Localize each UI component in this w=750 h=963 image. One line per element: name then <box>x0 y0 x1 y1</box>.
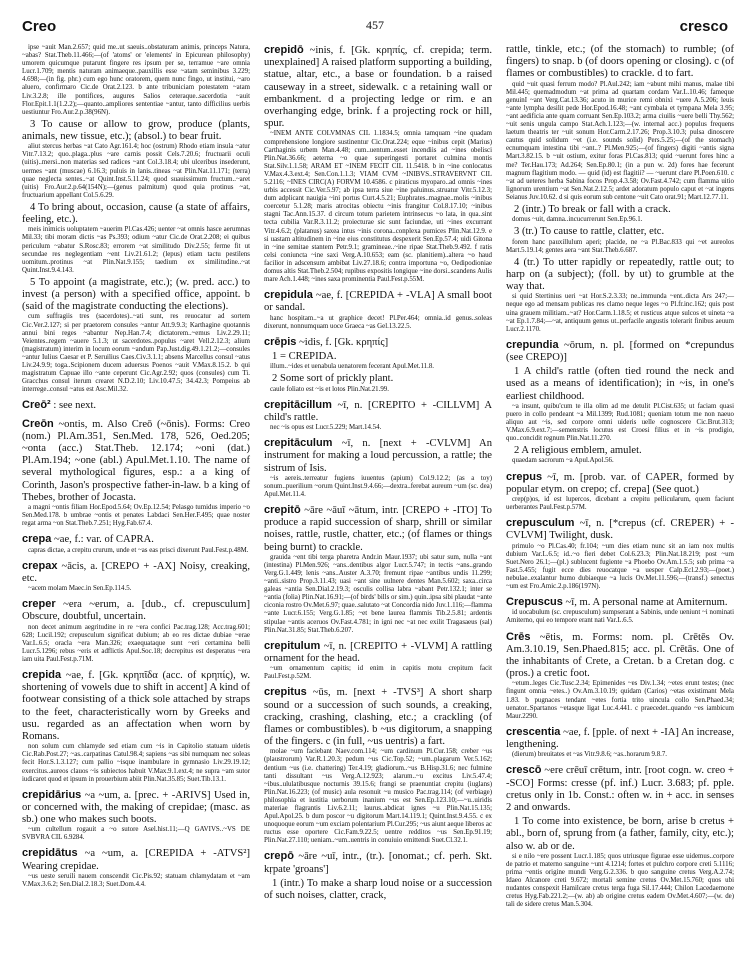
definition-text <box>506 44 734 81</box>
citation-block <box>506 496 734 512</box>
dictionary-entry <box>506 631 734 721</box>
citation-block <box>22 44 250 117</box>
citation-block <box>506 81 734 202</box>
headword: crepidula <box>264 289 313 302</box>
definition-text <box>264 289 492 314</box>
citation-block <box>264 130 492 284</box>
citation-block <box>22 743 250 783</box>
definition-text <box>22 789 250 827</box>
sense-text: 2 Some sort of prickly plant. <box>272 373 394 385</box>
citation-block <box>506 293 734 333</box>
definition-text <box>22 418 250 504</box>
definition-text <box>506 339 734 364</box>
definition-text <box>264 399 492 424</box>
headword: crescō <box>506 764 542 777</box>
definition-text <box>22 598 250 623</box>
citation-text: ipse ~auit Man.2.657; quid me..ut saeuis..obstaturam animis, princeps Natura, ~abas? Stat.Theb.11.466;—(of 'atoms' or 'elements' in Epicurean philosophy) umorem quicumque putarunt fingere res ipsum per se, terramue ~are omnia Lucr.1.709; mentis naturam animaeque..pauxillis esse ~atam seminibus 3.229; 4.698;—(in fig. phr.) cum ego hunc oratorem, quem nunc fingo, ut institui, ~aro aluero, confirmaro Cic.de Orat.2.123. b ante tribuniciam potestatem ~atam Liv.3.2.8; ille pontifices, augures Salios ceteraque..sacerdotia ~auit Flor.Epit.1.1(1.2.2);—quanto..ampliores sententiae ~antur, tanto difficilius uerbis uestiuntur Fro.Aur.2.p.38(96N). <box>22 44 250 116</box>
citation-block <box>264 554 492 635</box>
citation-text: domus ~uit, damna..incucurrerunt Sen.Ep.96.1. <box>512 216 643 224</box>
citation-block <box>506 853 734 910</box>
headword: crepitō <box>264 503 301 516</box>
sense-text: ~āre ~uī, intr., (tr.). [onomat.; cf. perh. Skt. kṛpate 'groans'] <box>264 851 492 875</box>
citation-text: crep(p)os, id est lupercos, dicebant a crepitu pellicularum, quem faciunt uerberantes Paul.Fest.p.57M. <box>506 495 734 512</box>
sense-text: ~idis, f. [Gk. κρηπίς] <box>299 336 389 348</box>
citation-text: cum suffragiis tres (sacerdotes)..~ati sunt, res reuocatur ad sortem Cic.Ver.2.127; si per praetorem consules ~antur Att.9.9.3; Karthagine quotannis annui bini reges ~abantur Nep.Han.7.4; dictatorem..~emus Liv.2.29.11; Veientes..regem ~auere 5.1.3; ut sacerdotes..populus ~aret Vell.2.12.3; alium (magistratum) interim in locum eorum ~andum Pap.Just.dig.49.1.21.2;—consules ~antur Iulius Caesar et P. Seruilius Caes.Civ.3.1.1; absens Marcellus consul ~atus Liv.24.9.9; toga..Scipionem ducem aduersus Poenos ~auit V.Max.8.15.2. b qui magistratum Capuae illo ~ante ceperunt Cic.Agr.2.92; quos (consules) cum Ti. Gracchus consul iterum crearet N.D.2.10; Liv.10.47.5; 34.42.3; Pompeius ab interrege..consul ~atus est Asc.Mil.32. <box>22 313 250 394</box>
citation-text: hanc hospitam..~a ut graphice decet! Pl.Per.464; omnia..id genus..soleas dixerunt, nonnumquam uoce Graeca ~as Gel.13.22.5. <box>264 314 492 330</box>
headword: crepidō <box>264 44 304 56</box>
dictionary-entry <box>264 44 492 284</box>
sense-text: 1 To come into existence, be born, arise b cretus + abl., born of, sprung from (a father, family, city, etc.); also w. ab or de. <box>506 816 734 852</box>
dictionary-entry <box>264 336 492 394</box>
dictionary-entry <box>22 789 250 843</box>
definition-text <box>506 764 734 814</box>
sense-text: 1 = CREPIDA. <box>272 351 337 362</box>
citation-text: forem hanc pauxillulum aperi; placide, ne ~a Pl.Bac.833 qui ~et aureolos Mart.5.19.14; gentes aera ~ant Stat.Theb.6.687. <box>506 238 734 254</box>
sense-text: 1 A child's rattle (often tied round the neck and used as a means of identification); in ~is, in one's earliest childhood. <box>506 366 734 402</box>
citation-block <box>22 504 250 528</box>
sense-text: ~ere crēuī crētum, intr. [root cogn. w. creo + -SCO] Forms: cresse (pf. inf.) Lucr. 3.683; pf. pple. cretus only in 1b. Const.: often w. in + acc. in senses 2 and onwards. <box>506 765 734 813</box>
citation-block <box>506 216 734 224</box>
citation-text: ~acem molam Maec.in Sen.Ep.114.5. <box>28 585 132 593</box>
definition-text <box>264 878 492 902</box>
dictionary-entry <box>22 560 250 594</box>
citation-block <box>22 624 250 664</box>
citation-block <box>22 143 250 200</box>
definition-text <box>264 336 492 349</box>
dictionary-entry <box>506 517 734 591</box>
headword: crepax <box>22 559 58 572</box>
headword: crepusculum <box>506 517 575 530</box>
citation-block <box>22 313 250 394</box>
definition-text <box>264 504 492 554</box>
dictionary-entry <box>264 399 492 433</box>
definition-text <box>506 596 734 609</box>
sense-text: ~ī, n. [CREPITO + -VLVM] A rattling ornament for the head. <box>264 640 492 664</box>
sense-text: ~ī, n. [*crepus (cf. CREPER) + -CVLVM] Twilight, dusk. <box>506 518 734 542</box>
headword: Crēs <box>506 630 531 643</box>
sense-text: ~a ~um, a. [prec. + -ARIVS] Used in, or concerned with, the making of crepidae; (masc. as sb.) one who makes such boots. <box>22 789 250 826</box>
headword: crepitācillum <box>264 398 332 411</box>
headword: crepida <box>22 669 62 681</box>
headword: crepa <box>22 533 52 546</box>
definition-text <box>506 517 734 542</box>
citation-text: meis inimicis uoluptatem ~auerim Pl.Cas.426; uenter ~at omnis hasce aerumnas Mil.33; tibi moram dictis ~as Ps.393; odium ~atur Cic.de Orat.2.208; ei quibus periculum ~abatur S.Rosc.83; errorem ~at similitudo Div.2.55; ferme fit ut secundae res neglegentiam ~ent Liv.21.61.2; (lepus) etiam tactu pestilens uomitum..protinus ~at Plin.Nat.9.155; taedium ex similitudine..~at Quint.Inst.9.4.143. <box>22 226 250 274</box>
dictionary-entry <box>22 669 250 784</box>
citation-block <box>506 543 734 592</box>
citation-block <box>506 457 734 465</box>
definition-text <box>264 351 492 363</box>
sense-text: ~ae, f. [Gk. κρηπῖδα (acc. of κρηπίς), w. shortening of vowels due to shift in accent] A kind of footwear consisting of a thick sole attached by straps to the feet, characteristically worn by Greeks and usu. regarded as an affectation when worn by Romans. <box>22 670 251 743</box>
citation-block <box>264 665 492 681</box>
dictionary-entry <box>264 437 492 499</box>
sense-text: rattle, tinkle, etc.; (of the stomach) to rumble; (of fingers) to snap. b (of doors opening or closing). c (of flames or combustibles) to crackle. d to fart. <box>506 44 734 80</box>
dictionary-entry <box>264 686 492 845</box>
definition-text <box>264 44 492 130</box>
dictionary-entry <box>22 399 250 412</box>
headword: Creō² <box>22 399 51 412</box>
sense-text: ~ī, n. [CREPITO + -CILLVM] A child's rattle. <box>264 399 492 423</box>
dictionary-columns <box>22 44 734 914</box>
definition-text <box>22 533 250 546</box>
citation-text: nec ~is opus est Lucr.5.229; Mart.14.54. <box>270 424 382 431</box>
citation-text: si e nilo ~ere possent Lucr.1.185; quos utriusque figurae esse uidemus..corpore de patrio et materno sanguine ~unt 4.1214; fortes et pulchro corpore creti 5.1116; prima ~entis origine mundi Verg.G.2.336. b quo sanguine cretus Verg.A.2.74; Idaeo Alcanore creti 9.672; mortali semine cretus Ov.Met.15.760; quos ubi nudantes conspexit Hamilcare cretus terga fuga Sil.17.444; Chilon Lacedaemone cretus Hyg.Fab.221.2;—(w. ab) ab origine cretus eadem Ov.Met.4.607;—(w. de) tali de sidere cretus Man.5.304. <box>506 852 734 909</box>
citation-block <box>264 475 492 499</box>
dictionary-entry <box>506 726 734 760</box>
dictionary-entry <box>264 640 492 682</box>
citation-text: ~um ornamentum capitis; id enim in capitis motu crepitum facit Paul.Fest.p.52M. <box>264 665 492 681</box>
dictionary-entry <box>506 764 734 909</box>
definition-text <box>264 640 492 665</box>
definition-text <box>506 471 734 496</box>
dictionary-entry <box>506 44 734 334</box>
definition-text <box>264 850 492 875</box>
citation-block <box>22 826 250 842</box>
citation-block <box>22 873 250 889</box>
dictionary-entry <box>264 504 492 635</box>
dictionary-entry <box>22 44 250 394</box>
citation-text: ~etum..leges Cic.Tusc.2.34; Epimenides ~es Div.1.34; ~etes erunt testes; (nec fingunt omnia ~etes..) Ov.Am.3.10.19; quidam (Carios) ~etas existimant Mela 1.83. b pugnaces tendant ~etes fortia trito uincula collo Sen.Phaed.34; uenator..Spartanos ~etasque ligat Luc.4.441. c praecedet..quando ~es iambicum Maur.2290. <box>506 680 734 720</box>
sense-text: 2 A religious emblem, amulet. <box>514 445 642 457</box>
sense-text: ~era ~erum, a. [dub., cf. crepusculum] Obscure, doubtful, uncertain. <box>22 599 250 623</box>
citation-text: (dierum) breuitates et ~as Vitr.9.8.6; ~as..horarum 9.8.7. <box>512 751 668 759</box>
dictionary-entry <box>506 339 734 466</box>
sense-text: ~ae, f.: var. of CAPRA. <box>54 534 154 546</box>
sense-text: 4 (tr.) To utter rapidly or repeatedly, rattle out; to harp on (a subject); (foll. by ut) to grumble at the way that. <box>506 256 734 293</box>
sense-text: ~ētis, m. Forms: nom. pl. Crētēs Ov. Am.3.10.19, Sen.Phaed.815; acc. pl. Crētās. One of the inhabitants of Crete, a Cretan. b a Cretan dog. c (pros.) a cretic foot. <box>506 631 734 680</box>
citation-block <box>22 226 250 275</box>
sense-text: ~ī, m. [prob. var. of CAPER, formed by popular etym. on crepo; cf. crepa] (See quot.) <box>506 471 734 495</box>
dictionary-entry <box>22 847 250 889</box>
dictionary-entry <box>264 850 492 902</box>
citation-text: quaedam sacrorum ~a Apul.Apol.56. <box>512 457 614 465</box>
sense-text: 5 To appoint (a magistrate, etc.); (w. pred. acc.) to invest (a person) with a specified office, appoint. b (said of the magistrate conducting the elections). <box>22 276 250 313</box>
headword: Creōn <box>22 417 54 430</box>
definition-text <box>22 669 250 743</box>
sense-text: ~ācis, a. [CREPO + -AX] Noisy, creaking, etc. <box>22 560 251 584</box>
column-right <box>506 44 734 914</box>
dictionary-entry <box>264 289 492 331</box>
dictionary-entry <box>506 471 734 513</box>
definition-text <box>506 816 734 853</box>
definition-text <box>22 560 250 585</box>
citation-text: ~is aereis..terreatur fugiens iuuentus (apium) Col.9.12.2; (as a toy) sonum..puerilium ~orum Quint.Inst.9.4.66;—dextra..ferebat aureum ~um (sc. dea) Apul.Met.11.4. <box>264 474 492 498</box>
citation-text: ~um cultellum rogauit a ~o sutore Asel.hist.11;—Q GAVIVS..~VS DE SVBVRA CIL 6.9284. <box>22 826 250 842</box>
definition-text <box>22 847 250 872</box>
definition-text <box>506 226 734 238</box>
citation-block <box>264 386 492 394</box>
citation-text: capras dictae, a crepitu crurum, unde et ~as eas prisci dixerunt Paul.Fest.p.48M. <box>28 546 249 554</box>
headword: Crepuscus <box>506 596 563 609</box>
citation-block <box>264 315 492 331</box>
headword: creper <box>22 598 56 611</box>
definition-text <box>506 204 734 216</box>
citation-block <box>264 363 492 371</box>
citation-block <box>22 547 250 555</box>
sense-text: 2 (intr.) To break or fall with a crack. <box>514 204 671 216</box>
citation-block <box>22 585 250 593</box>
dictionary-entry <box>506 596 734 625</box>
definition-text <box>264 437 492 475</box>
sense-text: : see next. <box>53 400 97 412</box>
headword: crepitulum <box>264 639 321 652</box>
citation-text: aliut stercus herbas ~at Cato Agr.161.4; hoc (ostrum) Rhodo etiam insula ~atur Vitr.7.13.2; quo..plaga..plus ~are carnis possit Cels.7.20.6; fructuarii oculi (uitis)..mersi..non materias sed radices ~ant Col.3.18.4; ubi ulceribus insederunt, uermes ~ant (muscae) 6.16.3; puluis in lanis..tineas ~at Plin.Nat.11.171; (terra) quae neglecta sentes..~at Quint.Inst.5.11.24; quod suauissimum fructum..~aret (uitis) Fro.Aur.2.p.64(154N);—(genus palmitum) quod quia protinus ~at, fructuarium appellant Col.5.6.29. <box>22 143 250 199</box>
guide-word-right: cresco <box>679 18 728 35</box>
citation-text: ~INEM ANTE COLVMNAS CIL 1.1834.5; omnia tamquam ~ine quadam comprehensione longiore sustinentur Cic.Orat.224; eque ~inibus cepit (Marius) Carthaginis urbem Man.4.48; cum..uentum..esset incendiis ad ~ines obelisci Plin.Nat.36.66; aeterna ~o quae superingesti portaret culmina montis Stat.Silv.1.1.58; ARAM ET ~INEM FECIT CIL 11.5418. b in ~ine conlocatus V.Max.4.3.ext.4; Sen.Con.1.1.3; VIAM CVM ~INIBVS..STRAVERVNT CIL 5.2116; ~INES CIRC(A) FORVM 10.4586. c piraticus myoparo..ad omnis ~ines urbis accessit Cic.Ver.5.97; ab ipsa terra siue ~ine paluinus..struatur Vitr.5.12.3; dum adplicant nauigia ~ini portus Curt.4.5.21; Euphrates..magnae..molis ~inibus coercetur 5.1.28; maris atrocitas obiectu ~inis frangitur Col.8.17.10; ~inibus stagni Tac.Ann.15.37. d circum totum parietem intrinsecus ~o lata, in qua..sint tecta cubilia Var.R.3.11.2; proiecturae sic sunt faciundae, uti ~ines excurrant Vitr.4.6.2; (platanus) saxea intus ~inis corona..conplexa pumices Plin.Nat.12.9. e si uastam altitudinem in ~ine eius constitutus despexerit Sen.Ep.57.4; uidi Gitona in ~ine semitae stantem Petr.9.1; gramineae..~ine ripae Stat.Theb.9.492. f ratis celsi coniuncta ~ine saxi Verg.A.10.653; eam (sc. planitiem)..altera ~o haud facilior in adscensum ambibat Liv.27.18.6; contra importuna ~o, Oedipodioniae domus altis Stat.Theb.2.504; rupibus expositis longique ~ine dorsi..scandens Aulis mare Ach.1.448; ~ines saxa prominentia Paul.Fest.p.55M. <box>264 130 492 284</box>
citation-text: id uocabulum (sc. crepusculum) sumpserant a Sabinis, unde ueniunt ~i nominati Amiterno, qui eo tempore erant nati Var.L.6.5. <box>506 609 734 625</box>
citation-text: si quid Stertinius ueri ~at Hor.S.2.3.33; ne..immunda ~ent..dicta Ars 247;—neque ego ad mensam publicas res clamo neque leges ~o Pl.fr.inc.162; quis post uina grauem militiam..~at? Hor.Carm.1.18.5; et rusticus atque sulcos et uineta ~a ~at Ep.1.7.84;—~at, antiquum genus ut..perfacile angustis tolerarit finibus aeuum Lucr.2.1170. <box>506 293 734 333</box>
column-left <box>22 44 250 914</box>
definition-text <box>22 202 250 226</box>
citation-text: illum..~ides et uenabula uenatorem fecerant Apul.Met.11.8. <box>270 363 435 371</box>
definition-text <box>506 726 734 751</box>
dictionary-entry <box>22 598 250 664</box>
guide-word-left: Creo <box>22 18 57 35</box>
citation-text: primulo ~o Pl.Cas.40; fr.104; ~um dies etiam nunc sit an iam nox multis dubium Var.L.6.5; id..~o fieri debet Col.6.23.3; Plin.Nat.18.219; post ~um Suet.Nero 26.1;—(pl.) sublucent fugiente ~a Phoebo Ov.Am.1.5.5; sub prima ~a Fast.5.455; fugit ecce dies reuocatque ~a uesper Calp.Ecl.2.93;—(poet.) nebulae..exalantur humo dubiaeque ~a lucis Ov.Met.11.596;—(transf.) senectus ~um est Fro.Amic.2.p.186(197N). <box>506 542 734 591</box>
headword: crepitāculum <box>264 437 333 450</box>
sense-text: 1 (intr.) To make a sharp loud noise or a succession of such noises, clatter, crack, <box>264 877 492 902</box>
headword: crēpis <box>264 335 297 348</box>
sense-text: ~ōrum, n. pl. [formed on *crepundus (see CREPO)] <box>506 339 734 363</box>
sense-text: ~ontis, m. Also Creō (~ōnis). Forms: Creo (nom.) Pl.Am.351, Sen.Med. 178, 526, Oed.205; ~onta (acc.) Stat.Theb. 12.174; ~oni (dat.) Pl.Am.194; ~one (abl.) Apul.Met.1.10. The name of several mythological figures, esp.: a a king of Corinth, Jason's prospective father-in-law. b a king of Thebes, brother of Jocasta. <box>22 418 251 503</box>
citation-text: grauida ~ent tibi terga pharetra Andr.in Maur.1937; ubi satur sum, nulla ~ant (intestina) Pl.Men.926; ~ans..dentibus algor Lucr.5.747; in tectis ~ans..grando Verg.G.1.449; lenis ~ans..Auster A.3.70; fremunt ripae ~antibus undis 11.299; ~anti..sistro Prop.3.11.43; uasi ~ant sine uulnere dentes Man.5.602; saxa..circa galeas ~antia Sen.Dial.2.19.3; osculis collisa labra ~abant Petr.132.1; inter se ~antia (folia) Plin.Nat.16.91;—(of birds' bills or sim.) quin..ipsa sibi plaudat ~ante ciconia rostro Ov.Met.6.97; quae..salutato ~at Concordia nido Juv.1.116;—flamma ~ante Lucr.6.155; Verg.G.1.85; ~et bene laurea flammis Tib.2.5.81; ardentis stipulae ~antis aceruos Ov.Fast.4.781; in igni nec ~at nec exilit Tragasaeus (sal) Plin.Nat.31.85; Stat.Theb.6.207. <box>264 553 493 634</box>
sense-text: ~ī, m. A personal name at Amiternum. <box>565 597 728 609</box>
citation-block <box>264 748 492 845</box>
citation-text: non solum cum chlamyde sed etiam cum ~is in Capitolio statuam uidetis Cic.Rab.Post.27; ~as..carpatinas Catul.98.4; sapiens ~as sibi numquam nec soleas fecit Hor.S.1.3.127; cum pallio ~isque inambulare in gymnasio Liv.29.19.12; exercitus..aureos clauos ~is subiectos habuit V.Max.9.1.ext.4; ne supra ~am sutor iudicaret quod et ipsum in prouerbium abiit Plin.Nat.35.85; Suet.Tib.13.1. <box>22 743 250 783</box>
headword: crepus <box>506 470 543 483</box>
citation-text: molae ~um faciebant Naev.com.114; ~um cardinum Pl.Cur.158; creber ~us (plaustrorum) Var.R.1.20.3; pedum ~us Cic.Top.52; ~um..plagarum Ver.5.162; dentium ~us (i.e. chattering) Ter.4.19; gladiorum..~us B.Hisp.31.6; nec fulmine tanti dissultant ~us Verg.A.12.923; alarum..~u excitus Liv.5.47.4; ~ibus..ululatibusque nocturnis 39.15.6; frangi se praenuntiat crepitu (iuglans) Plin.Nat.16.223; (of music) aula resonuit ~u musico Pac.trag.114; (of verbiage) philosophia et iustitia uerborum inanium ~us est Sen.Ep.123.10;—~u..uiridis materiae flagrantis Liv.6.2.11; laurus..abdicat ignes ~u Plin.Nat.15.135; Apul.Apol.25. b dum poscor ~u digitorum Mart.14.119.1; Quint.Inst.9.4.55. c ex unoquoque eorum ~um exciam polentarium Pl.Cur.295; ~us aiunt aeque liberos ac ructus esse oportere Cic.Fam.9.22.5; uentre redditos ~us Sen.Ep.91.19; Plin.Nat.27.110; ueniam..~um..uentris in conuiuio emittendi Suet.Cl.32.1. <box>264 748 492 845</box>
citation-block <box>506 680 734 720</box>
definition-text <box>264 686 492 748</box>
citation-text: non decet animum aegritudine in re ~era confici Pac.trag.128; Acc.trag.601; 628; Lucil.192; crepusculum significat dubium; ab eo res dictae dubiae ~erae Var.L.6.5; oracla ~era Man.326; exaequataque sunt ~eri certamina belli Lucr.5.1296; rebus ~eris et adflictis Apul.Soc.18; decrepitus est desperatus ~era iam uita Paul.Fest.p.71M. <box>22 623 250 663</box>
sense-text: ~ūs, m. [next + -TVS³] A short sharp sound or a succession of such sounds, a creaking, cracking, crashing, clashing, etc.; a crackling (of flames or combustibles). b ~us digitorum, a snapping of the fingers. c (in full, ~us uentris) a fart. <box>264 687 493 748</box>
headword: crepō <box>264 850 294 863</box>
definition-text <box>264 373 492 385</box>
citation-block <box>264 424 492 432</box>
headword: crescentia <box>506 725 561 738</box>
definition-text <box>506 631 734 681</box>
definition-text <box>22 399 250 412</box>
definition-text <box>506 445 734 457</box>
dictionary-entry <box>22 533 250 554</box>
definition-text <box>506 257 734 294</box>
page-header <box>0 18 750 38</box>
citation-block <box>506 403 734 443</box>
citation-block <box>506 609 734 625</box>
sense-text: 3 (tr.) To cause to rattle, clatter, etc. <box>514 226 665 238</box>
definition-text <box>22 277 250 314</box>
citation-block <box>506 751 734 759</box>
dictionary-entry <box>22 418 250 529</box>
sense-text: ~ae, f. [pple. of next + -IA] An increase, lengthening. <box>506 726 735 750</box>
page-number: 457 <box>366 18 384 32</box>
headword: crepundia <box>506 338 559 351</box>
definition-text <box>22 119 250 143</box>
sense-text: ~inis, f. [Gk. κρηπίς, cf. crepida; term. unexplained] A raised platform supporting a building, statue, altar, etc., a base or foundation. b a raised causeway in a street, sidewalk. c a retaining wall or embankment. d a projecting ledge or rim. e an overhanging edge, brink. f a projecting rock or hill, spur. <box>264 45 492 130</box>
column-middle <box>264 44 492 914</box>
citation-text: ~us ueste seruili nauem conscendit Cic.Pis.92; statuam chlamydatam et ~am V.Max.3.6.2; Sen.Dial.2.18.3; Suet.Dom.4.4. <box>22 872 250 888</box>
citation-text: quid ~uit quasi ferrum modo? Pl.Aul.242; iam ~abunt mihi manus, malae tibi Mil.445; quemadmodum ~at prima ad quartam cordam Var.L.10.46; fameque genuinI ~ant Verg.Cat.13.36; acuto in murice remi obnixi ~uere A.5.206; leuis ~ante lympha desilit pede Hor.Epod.16.48; ~ant cymbala et tympana Mela 3.95; ~ant aedificia ante quam corruant Sen.Ep.103.2; arma ciuilis ~uere belli Thy.562; ~uit senis ungula campo Stat.Ach.1.123;—(w. internal acc.) populus frequens laetum theatris ter ~uit sonum Hor.Carm.2.17.26; Prop.3.10.3; pulsa dinoscere cautus quid solidum ~et (i.e. sounds solid) Pers.5.25;—(of the stomach) ecnumquam intestina tibi ~ant..? Pl.Men.925;—(of fingers) digiti ~antis signa Mart.3.82.15. b ~uit ostium, exitur foras Pl.Cas.813; quid ~uerunt fores hinc a me? Ter.Hau.173; Ad.264; Sen.Ep.80.1; (in a pun w. 2d) fores hae fecerunt magnum flagitium modo. — quid (id) est flagitii? — ~uerunt clare Pl.Poen.610. c ~at ad ueteres herba Sabina focos Prop.4.3.58; Ov.Fast.4.742; cum flamma uitio lignorum urentium ~at Sen.Nat.2.12.5; ardet adoratum populo caput et ~at ingens Seianus Juv.10.62. d si quis eorum sub centone ~uit Cato orat.91; Mart.12.77.11. <box>506 80 734 201</box>
headword: crepidātus <box>22 847 78 860</box>
citation-text: ~a insunt, quibu'cum te illa olim ad me detulit Pl.Cist.635; ut faciam quasi puero in collo pendeant ~a Mil.1399; Rud.1081; queniam totum me non naeuo aliquo aut ~is, sed corpore omni uideris uelle cognoscere Cic.Brut.313; V.Max.6.9.ext.7;—semenstris locutus est Croesi filius et in ~is prodigio, quo..concidit regnum Plin.Nat.11.270. <box>506 402 734 443</box>
headword: crepidārius <box>22 788 82 801</box>
sense-text: 3 To cause or allow to grow, produce (plants, animals, new tissue, etc.); (absol.) to bear fruit. <box>22 118 250 143</box>
sense-text: ~āre ~āuī ~ātum, intr. [CREPO + -ITO] To produce a rapid succession of sharp, shrill or similar noises, rattle, rustle, chatter, etc.; (of flames or things being burnt) to crackle. <box>264 504 492 553</box>
citation-block <box>506 239 734 255</box>
sense-text: ~a ~um, a. [CREPIDA + -ATVS²] Wearing crepidae. <box>22 848 250 872</box>
sense-text: 4 To bring about, occasion, cause (a state of affairs, feeling, etc.). <box>22 201 250 226</box>
citation-text: a magni ~ontis filiam Hor.Epod.5.64; Ov.Ep.12.54; Pelasgo tumidus imperio ~o Sen.Med.178. b umbrae ~ontis et penates Labdaci Sen.Her.F.495; quae noster regat arma ~on Stat.Theb.7.251; Hyg.Fab.67.4. <box>22 504 250 528</box>
sense-text: ~ae, f. [CREPIDA + -VLA] A small boot or sandal. <box>264 290 492 314</box>
sense-text: ~ī, n. [next + -CVLVM] An instrument for making a loud percussion, a rattle; the sistrum of Isis. <box>264 438 492 474</box>
citation-text: caule foliato est ~is et lotos Plin.Nat.21.99. <box>270 385 389 393</box>
definition-text <box>506 366 734 403</box>
headword: crepitus <box>264 686 307 699</box>
